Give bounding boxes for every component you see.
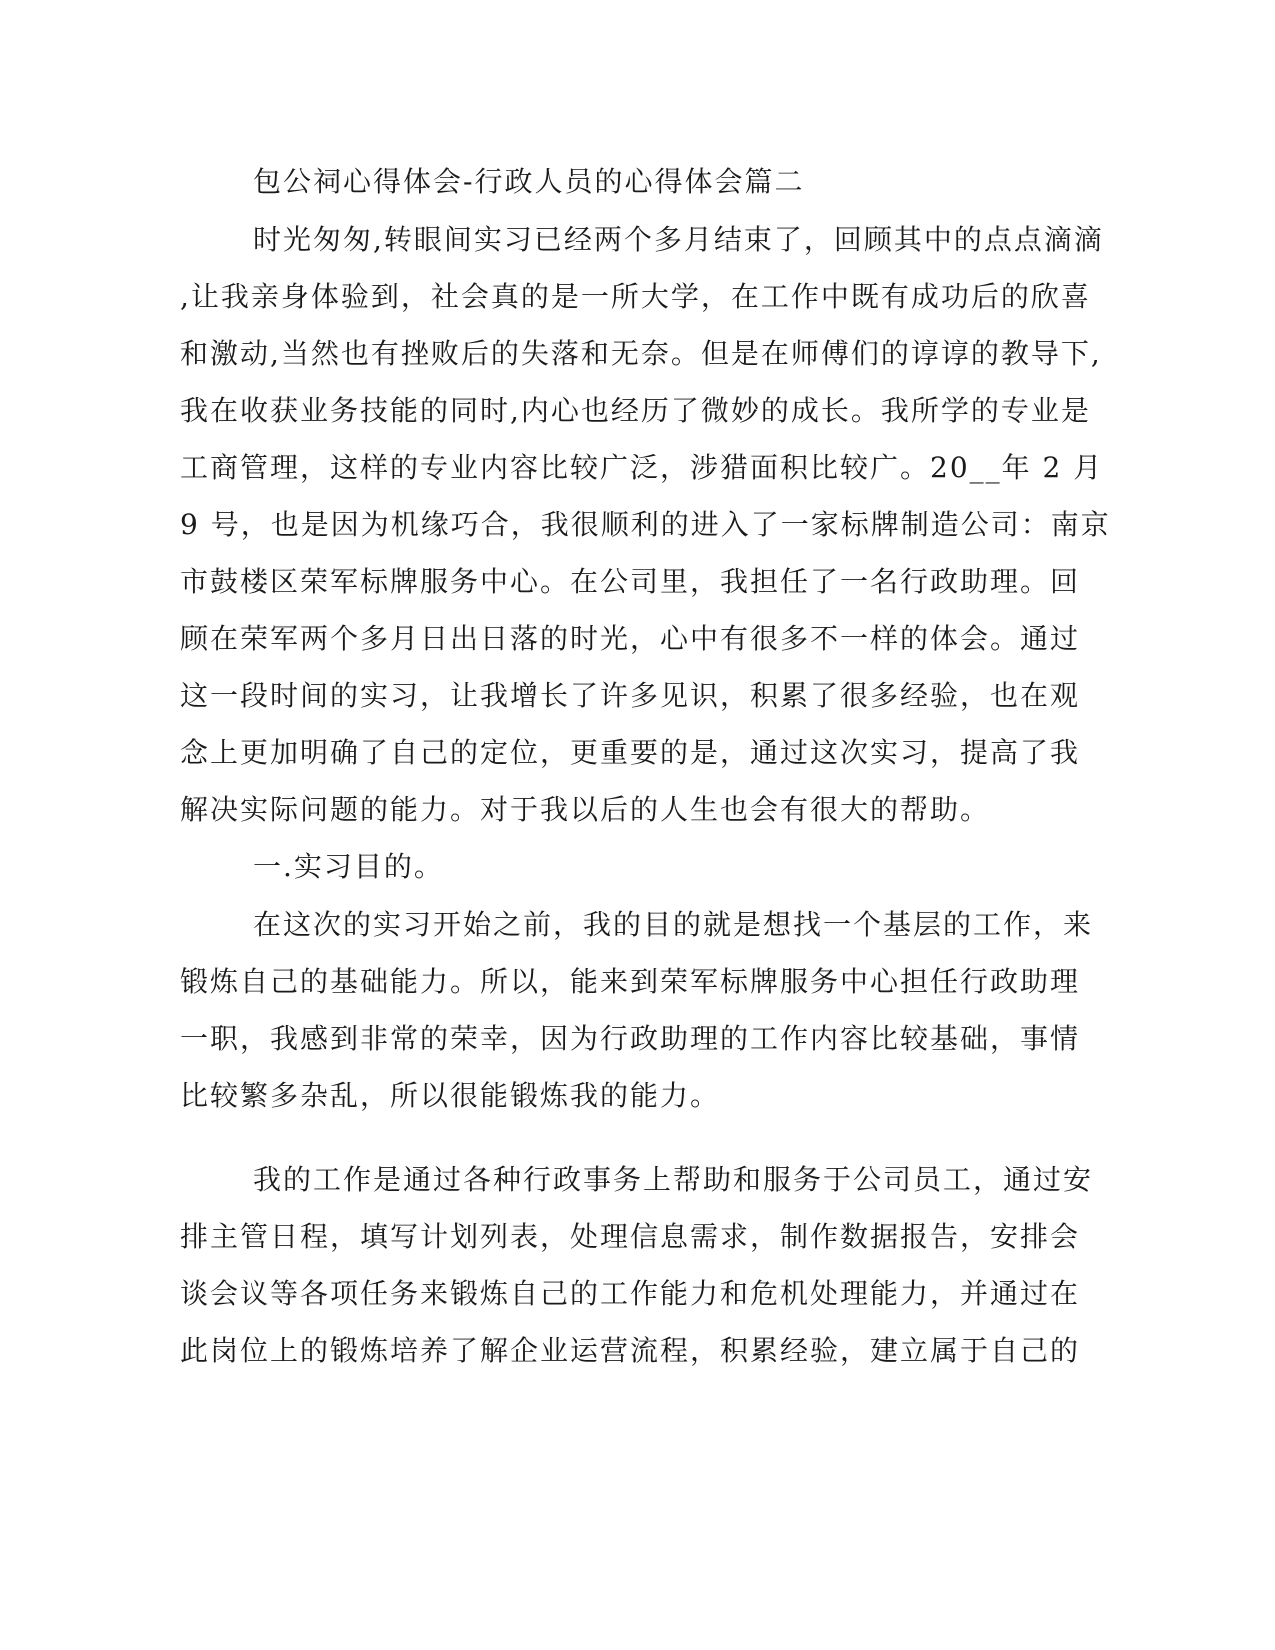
paragraph-line: 一职，我感到非常的荣幸，因为行政助理的工作内容比较基础，事情 xyxy=(180,1022,1081,1055)
paragraph-line: 顾在荣军两个多月日出日落的时光，心中有很多不一样的体会。通过 xyxy=(180,622,1081,655)
paragraph-line: 比较繁多杂乱，所以很能锻炼我的能力。 xyxy=(180,1079,721,1112)
paragraph-line: 在这次的实习开始之前，我的目的就是想找一个基层的工作，来 xyxy=(253,908,1094,941)
paragraph-line: 谈会议等各项任务来锻炼自己的工作能力和危机处理能力，并通过在 xyxy=(180,1277,1081,1310)
paragraph-line: 我在收获业务技能的同时,内心也经历了微妙的成长。我所学的专业是 xyxy=(180,394,1091,427)
paragraph-line: 锻炼自己的基础能力。所以，能来到荣军标牌服务中心担任行政助理 xyxy=(180,965,1081,998)
paragraph-line: 我的工作是通过各种行政事务上帮助和服务于公司员工，通过安 xyxy=(253,1163,1094,1196)
paragraph-line: 和激动,当然也有挫败后的失落和无奈。但是在师傅们的谆谆的教导下, xyxy=(180,337,1102,370)
paragraph-line: 这一段时间的实习，让我增长了许多见识，积累了很多经验，也在观 xyxy=(180,679,1081,712)
paragraph-line: 排主管日程，填写计划列表，处理信息需求，制作数据报告，安排会 xyxy=(180,1220,1081,1253)
paragraph-line: 念上更加明确了自己的定位，更重要的是，通过这次实习，提高了我 xyxy=(180,736,1081,769)
document-title: 包公祠心得体会-行政人员的心得体会篇二 xyxy=(253,165,805,198)
paragraph-line: 9 号，也是因为机缘巧合，我很顺利的进入了一家标牌制造公司：南京 xyxy=(180,508,1111,541)
paragraph-line: ,让我亲身体验到，社会真的是一所大学，在工作中既有成功后的欣喜 xyxy=(180,280,1091,313)
paragraph-line: 工商管理，这样的专业内容比较广泛，涉猎面积比较广。20__年 2 月 xyxy=(180,451,1104,484)
paragraph-line: 时光匆匆,转眼间实习已经两个多月结束了，回顾其中的点点滴滴 xyxy=(253,223,1104,256)
paragraph-line: 此岗位上的锻炼培养了解企业运营流程，积累经验，建立属于自己的 xyxy=(180,1334,1081,1367)
section-heading: 一.实习目的。 xyxy=(253,850,444,883)
paragraph-line: 市鼓楼区荣军标牌服务中心。在公司里，我担任了一名行政助理。回 xyxy=(180,565,1081,598)
paragraph-line: 解决实际问题的能力。对于我以后的人生也会有很大的帮助。 xyxy=(180,793,991,826)
